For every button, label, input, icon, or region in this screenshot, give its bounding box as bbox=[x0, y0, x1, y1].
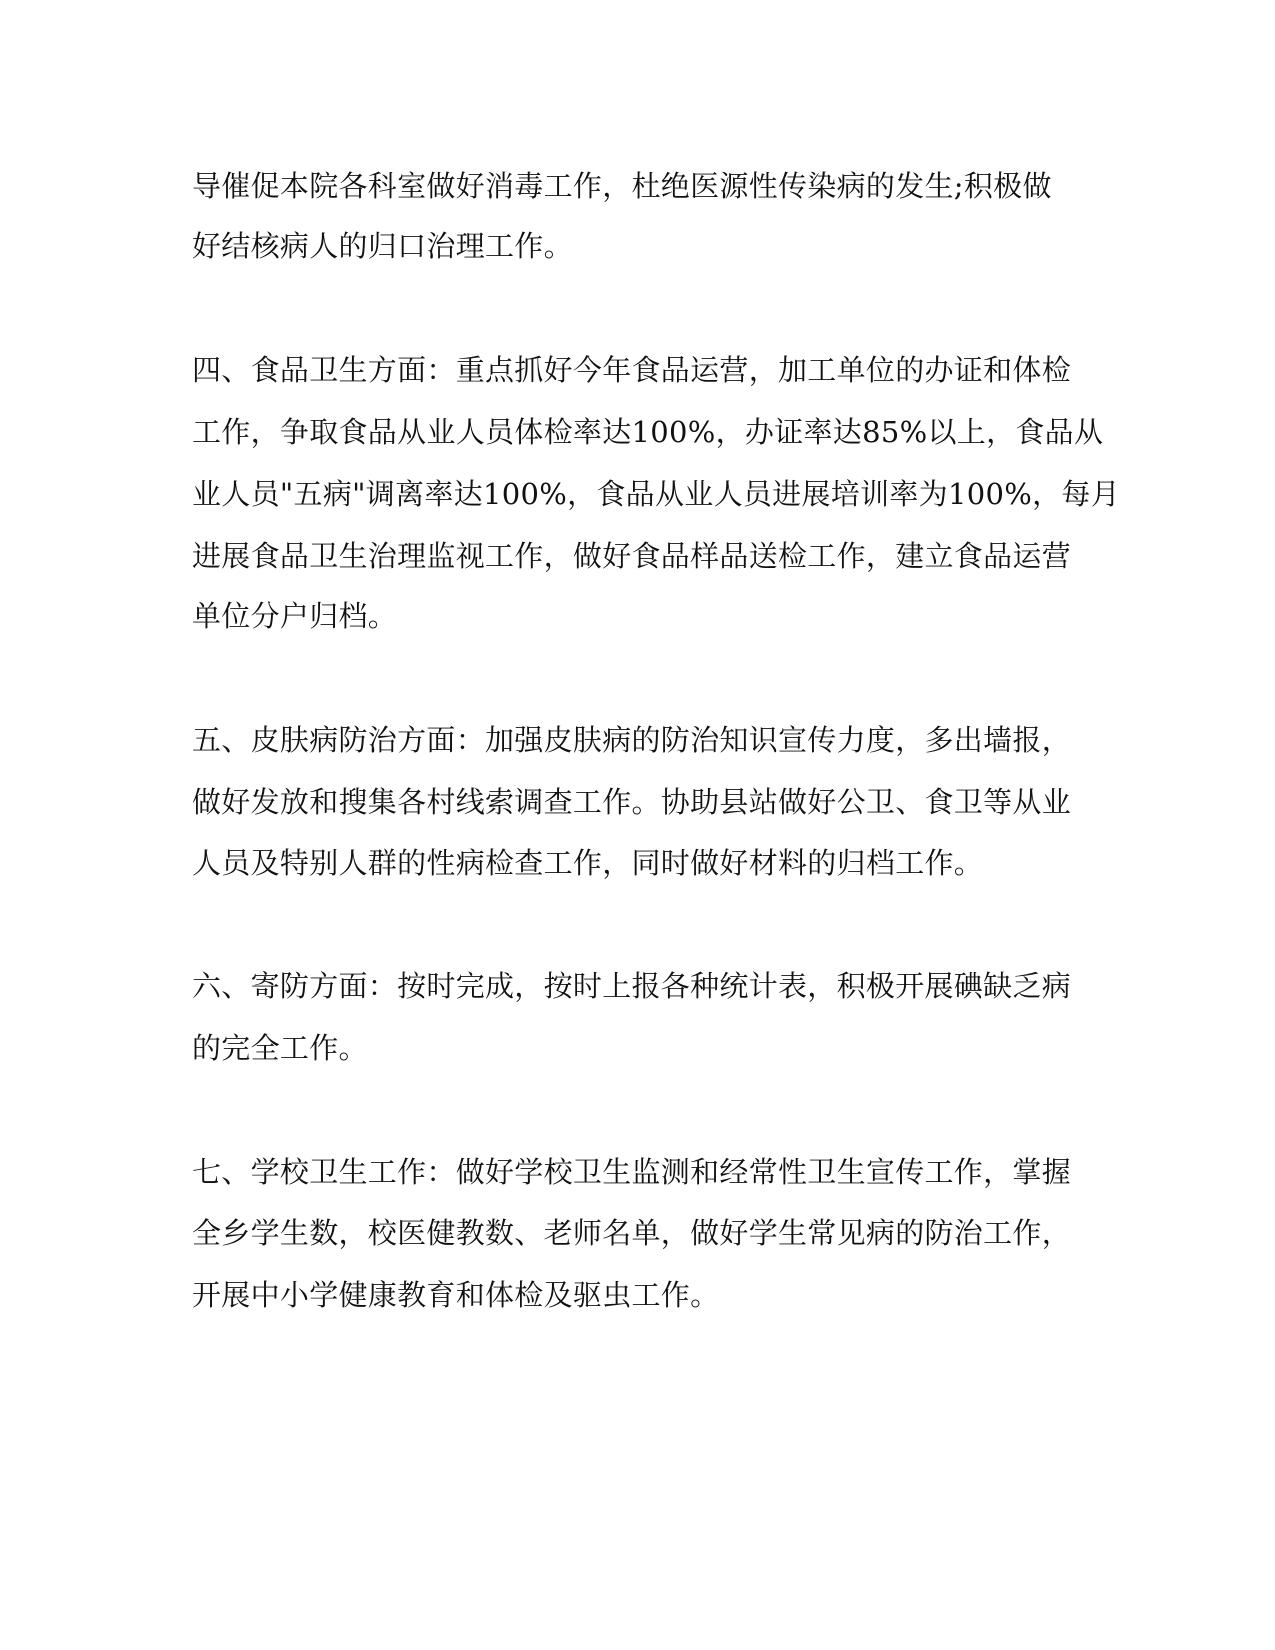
text-line: 全乡学生数，校医健教数、老师名单，做好学生常见病的防治工作， bbox=[192, 1216, 1072, 1250]
text-line: 的完全工作。 bbox=[192, 1031, 368, 1065]
text-line: 人员及特别人群的性病检查工作，同时做好材料的归档工作。 bbox=[192, 846, 984, 880]
text-line: 做好发放和搜集各村线索调查工作。协助县站做好公卫、食卫等从业 bbox=[192, 785, 1072, 819]
text-line: 开展中小学健康教育和体检及驱虫工作。 bbox=[192, 1278, 720, 1312]
text-line: 七、学校卫生工作：做好学校卫生监测和经常性卫生宣传工作，掌握 bbox=[192, 1155, 1072, 1189]
text-line: 好结核病人的归口治理工作。 bbox=[192, 229, 573, 263]
text-line: 业人员"五病"调离率达100%，食品从业人员进展培训率为100%，每月 bbox=[192, 477, 1120, 511]
text-line: 工作，争取食品从业人员体检率达100%，办证率达85%以上，食品从 bbox=[192, 415, 1104, 449]
text-line: 六、寄防方面：按时完成，按时上报各种统计表，积极开展碘缺乏病 bbox=[192, 969, 1072, 1003]
text-line: 单位分户归档。 bbox=[192, 599, 398, 633]
text-line: 五、皮肤病防治方面：加强皮肤病的防治知识宣传力度，多出墙报， bbox=[192, 723, 1072, 757]
text-line: 四、食品卫生方面：重点抓好今年食品运营，加工单位的办证和体检 bbox=[192, 353, 1072, 387]
text-line: 导催促本院各科室做好消毒工作，杜绝医源性传染病的发生;积极做 bbox=[192, 169, 1052, 203]
text-line: 进展食品卫生治理监视工作，做好食品样品送检工作，建立食品运营 bbox=[192, 539, 1072, 573]
